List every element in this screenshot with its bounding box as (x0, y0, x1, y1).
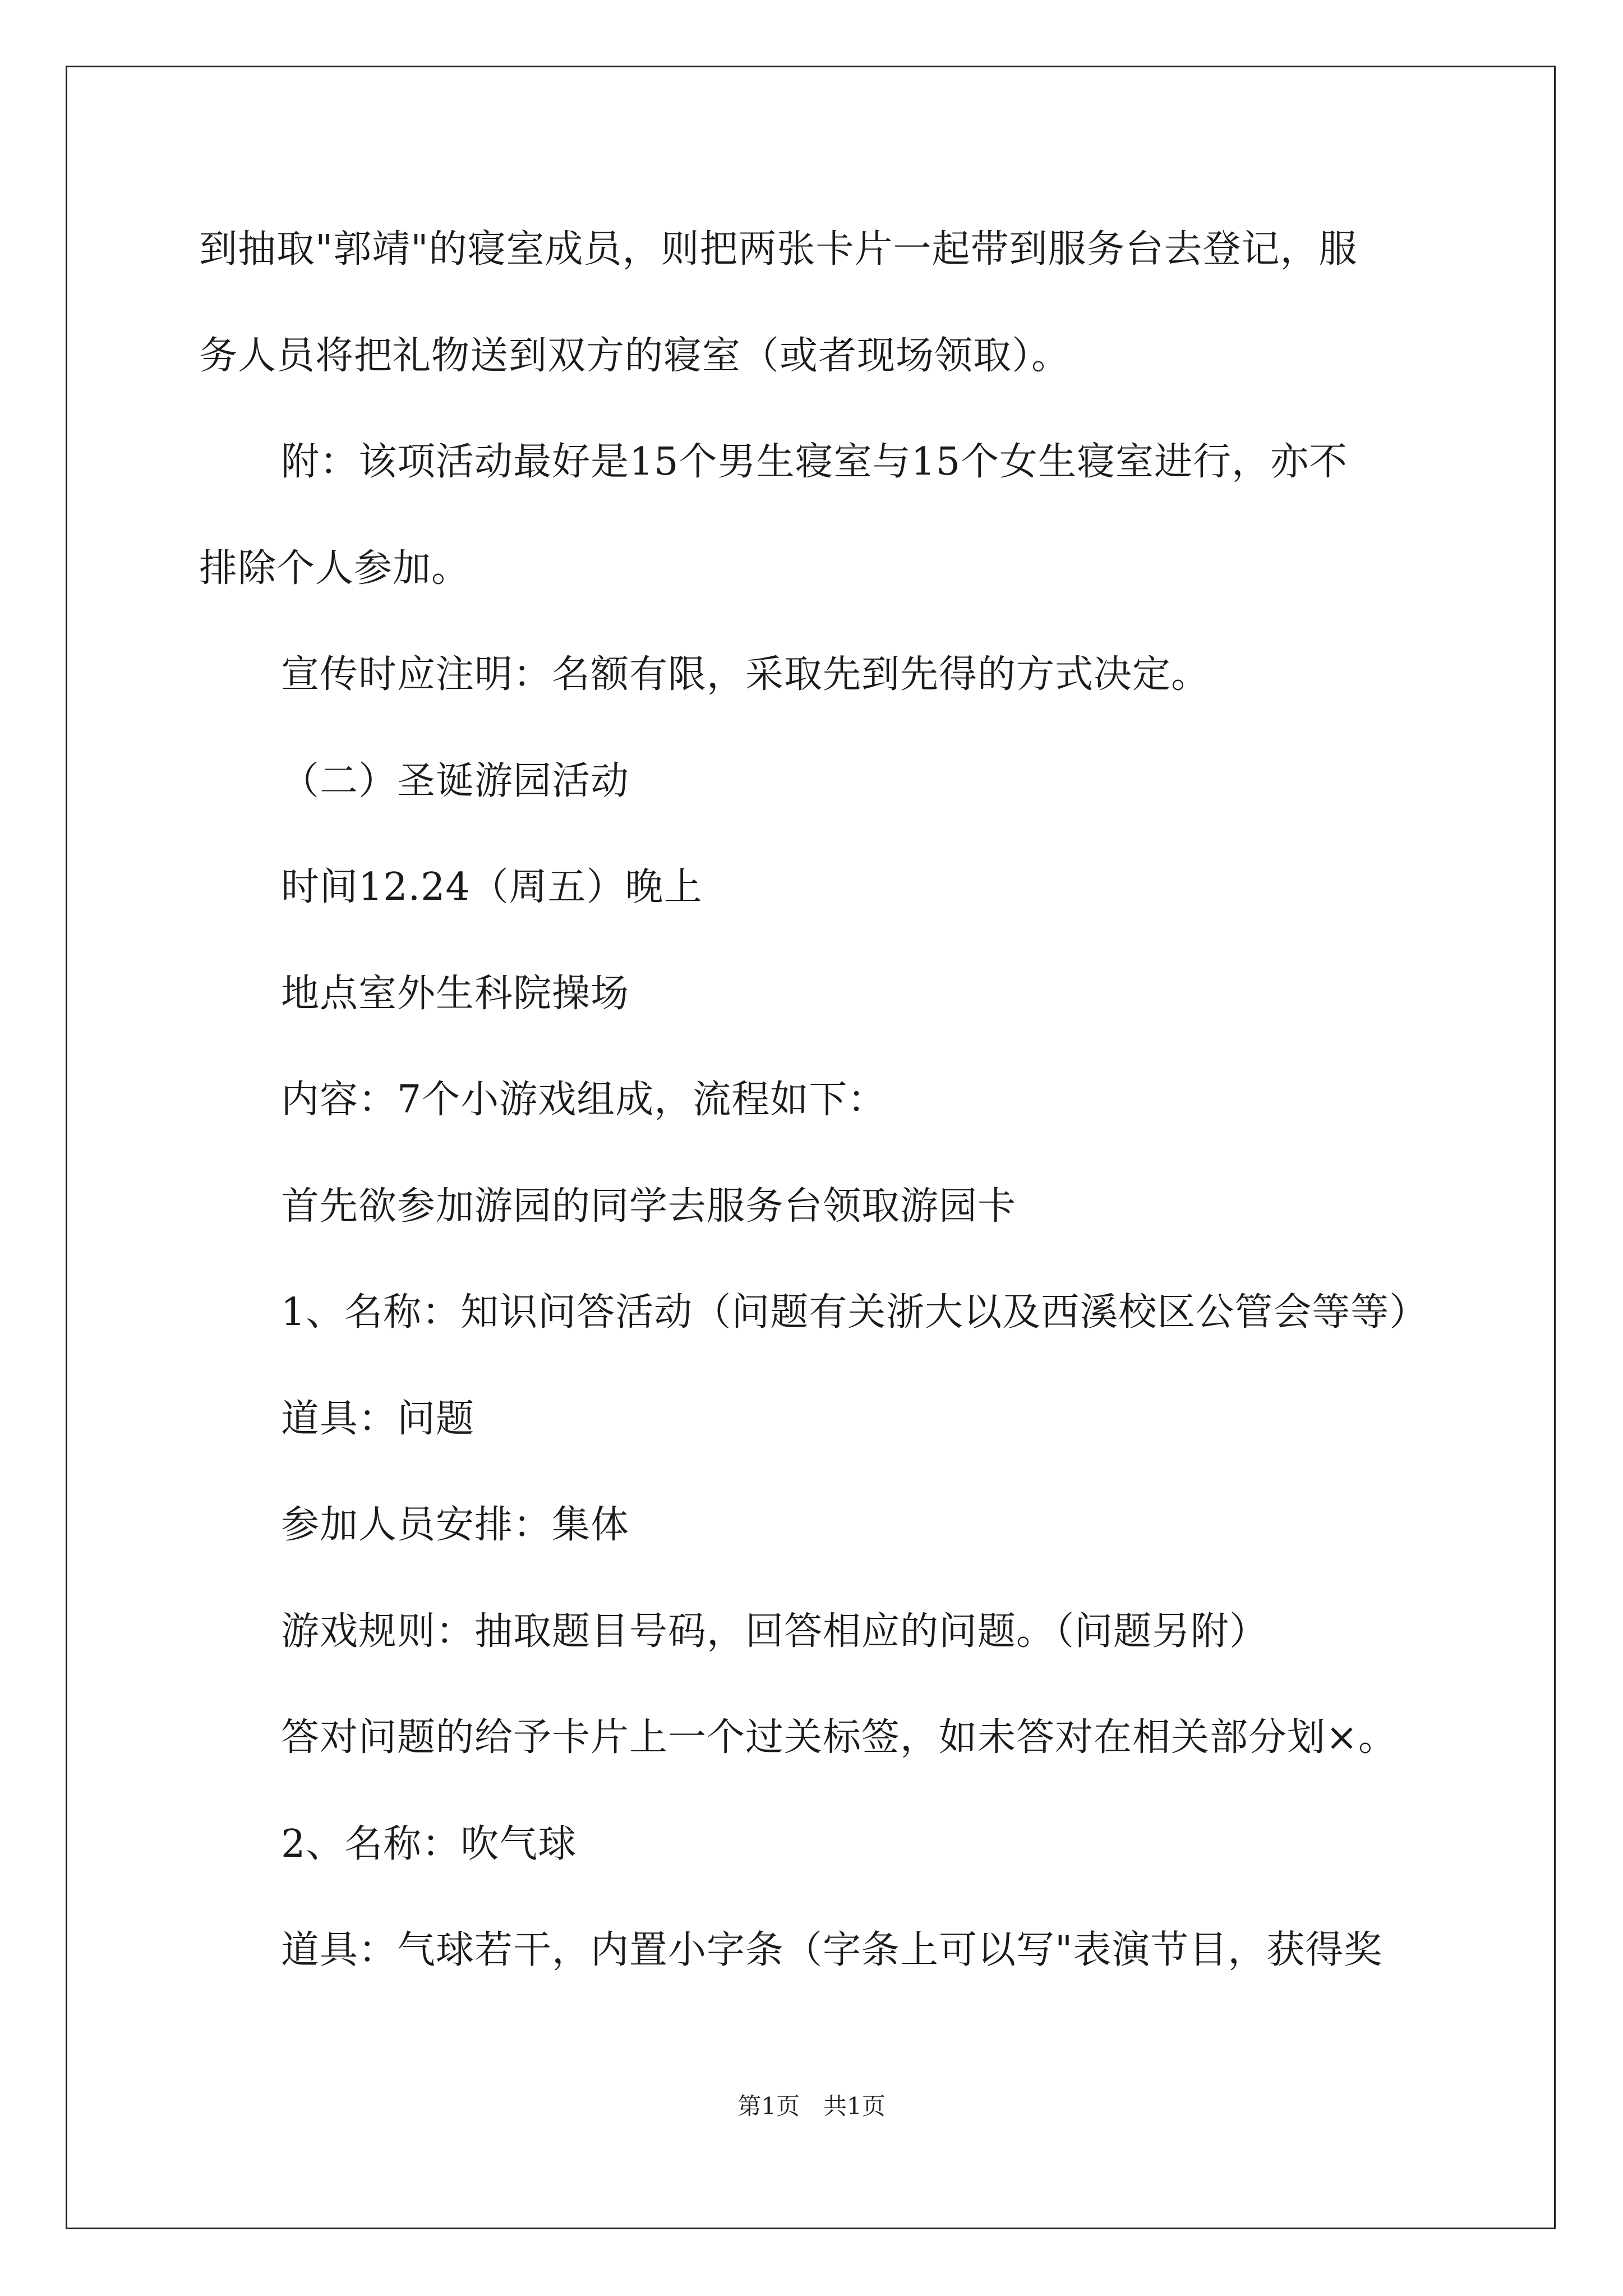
text-line: 宣传时应注明：名额有限，采取先到先得的方式决定。 (281, 652, 1210, 697)
text-line: 游戏规则：抽取题目号码，回答相应的问题。（问题另附） (281, 1609, 1269, 1654)
text-line: 附：该项活动最好是15个男生寝室与15个女生寝室进行，亦不 (281, 440, 1348, 484)
text-line: 参加人员安排：集体 (281, 1503, 630, 1547)
text-line: 务人员将把礼物送到双方的寝室（或者现场领取）。 (199, 333, 1071, 378)
text-line: 到抽取"郭靖"的寝室成员，则把两张卡片一起带到服务台去登记，服 (199, 227, 1358, 272)
text-line: 首先欲参加游园的同学去服务台领取游园卡 (281, 1184, 1017, 1228)
text-line: 道具：气球若干，内置小字条（字条上可以写"表演节目，获得奖 (281, 1928, 1383, 1972)
text-line: 地点室外生科院操场 (281, 971, 630, 1016)
page-number-footer: 第1页 共1页 (737, 2092, 886, 2120)
section-heading: （二）圣诞游园活动 (281, 758, 630, 803)
text-line: 内容：7个小游戏组成，流程如下： (281, 1078, 887, 1122)
document-body (199, 222, 1450, 2029)
list-item: 1、名称：知识问答活动（问题有关浙大以及西溪校区公管会等等） (281, 1290, 1428, 1335)
text-line: 时间12.24（周五）晚上 (281, 865, 703, 909)
list-item: 2、名称：吹气球 (281, 1821, 577, 1866)
text-line: 排除个人参加。 (199, 546, 471, 591)
text-line: 道具：问题 (281, 1396, 475, 1441)
text-line: 答对问题的给予卡片上一个过关标签，如未答对在相关部分划×。 (281, 1715, 1397, 1760)
